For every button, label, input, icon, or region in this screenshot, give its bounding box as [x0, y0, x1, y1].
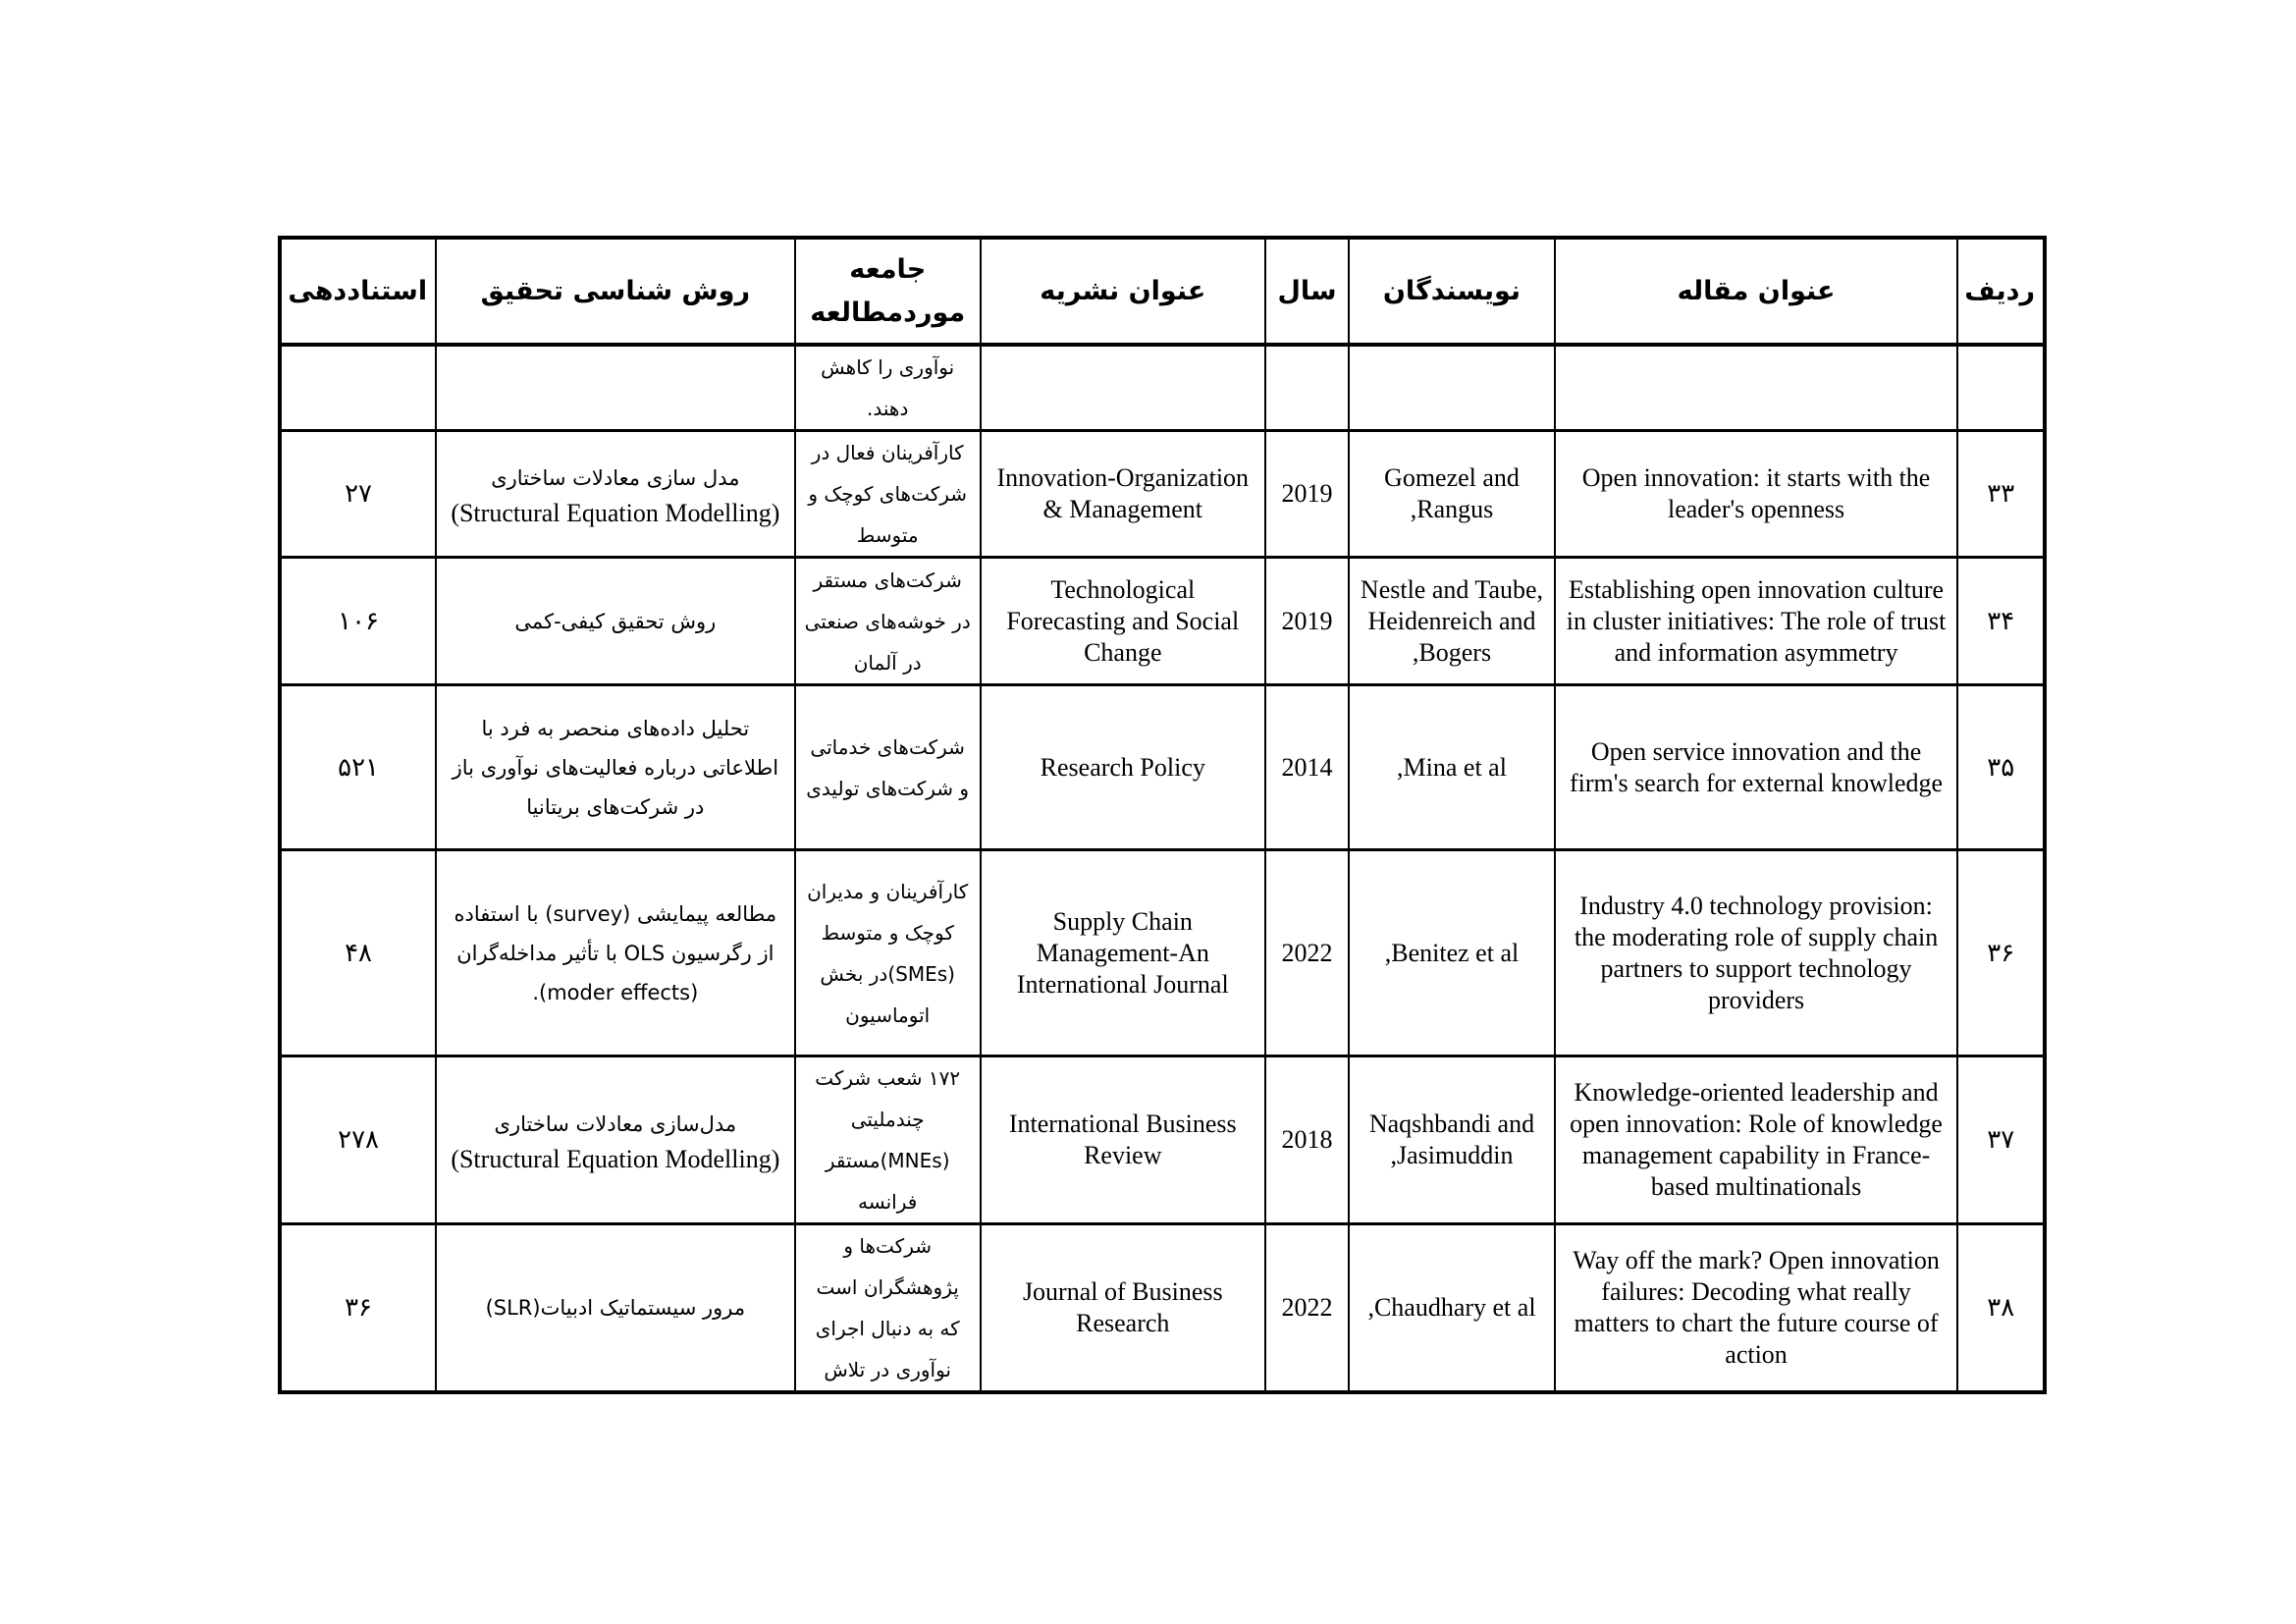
table-row — [280, 685, 2045, 850]
population-text: کارآفرینان و مدیران کوچک و متوسط (SMEs)در بخش اتوماسیون — [807, 879, 969, 1027]
cell-year — [1265, 345, 1350, 431]
cell-row-number: ۳۶ — [1957, 850, 2045, 1056]
population-text: ۱۷۲ شعب شرکت چندملیتی (MNEs)مستقر فرانسه — [815, 1066, 961, 1214]
cell-title: Way off the mark? Open innovation failures: Decoding what really matters to chart the future course of action — [1555, 1224, 1958, 1393]
cell-methodology — [436, 345, 794, 431]
cell-year: 2022 — [1265, 1224, 1350, 1393]
cell-row-number: ۳۳ — [1957, 431, 2045, 558]
header-journal: عنوان نشریه — [981, 238, 1265, 345]
population-text: شرکت‌ها و پژوهشگران است که به دنبال اجرای نوآوری در تلاش — [815, 1234, 960, 1381]
header-methodology: روش شناسی تحقیق — [436, 238, 794, 345]
population-text: شرکت‌های خدماتی و شرکت‌های تولیدی — [806, 734, 970, 800]
cell-citations: ۴۸ — [280, 850, 436, 1056]
methodology-text-fa: مطالعه پیمایشی (survey) با استفاده از رگرسیون OLS با تأثیر مداخله‌گران (moder effects). — [454, 901, 777, 1004]
table-row — [280, 850, 2045, 1056]
population-text: شرکت‌های مستقر در خوشه‌های صنعتی در آلمان — [804, 568, 971, 675]
cell-citations: ۳۶ — [280, 1224, 436, 1393]
cell-journal — [981, 345, 1265, 431]
literature-review-table — [278, 236, 2047, 1394]
population-text: کارآفرینان فعال در شرکت‌های کوچک و متوسط — [808, 441, 968, 547]
cell-methodology — [436, 685, 794, 850]
cell-title: Open innovation: it starts with the leader's openness — [1555, 431, 1958, 558]
cell-authors — [1349, 345, 1554, 431]
cell-row-number — [1957, 345, 2045, 431]
cell-year: 2019 — [1265, 431, 1350, 558]
header-study-population: جامعه موردمطالعه — [795, 238, 981, 345]
cell-journal: Journal of Business Research — [981, 1224, 1265, 1393]
cell-citations — [280, 345, 436, 431]
cell-title: Open service innovation and the firm's search for external knowledge — [1555, 685, 1958, 850]
cell-authors: Benitez et al, — [1349, 850, 1554, 1056]
cell-methodology — [436, 850, 794, 1056]
methodology-text-en: (Structural Equation Modelling) — [451, 499, 780, 527]
header-row-number: ردیف — [1957, 238, 2045, 345]
cell-population — [795, 431, 981, 558]
cell-authors: Naqshbandi and Jasimuddin, — [1349, 1056, 1554, 1224]
cell-title: Establishing open innovation culture in cluster initiatives: The role of trust and information asymmetry — [1555, 558, 1958, 685]
methodology-text-en: (Structural Equation Modelling) — [451, 1145, 780, 1173]
cell-year: 2018 — [1265, 1056, 1350, 1224]
methodology-text-fa: مرور سیستماتیک ادبیات(SLR) — [485, 1296, 746, 1320]
cell-authors: Nestle and Taube, Heidenreich and Bogers, — [1349, 558, 1554, 685]
table-row — [280, 1224, 2045, 1393]
cell-population — [795, 1224, 981, 1393]
cell-population — [795, 345, 981, 431]
header-year: سال — [1265, 238, 1350, 345]
cell-year: 2014 — [1265, 685, 1350, 850]
methodology-text-fa: مدل‌سازی معادلات ساختاری — [494, 1112, 737, 1136]
cell-journal: Technological Forecasting and Social Change — [981, 558, 1265, 685]
cell-population — [795, 850, 981, 1056]
methodology-text-fa: مدل سازی معادلات ساختاری — [491, 466, 740, 490]
cell-row-number: ۳۵ — [1957, 685, 2045, 850]
cell-methodology — [436, 1224, 794, 1393]
cell-methodology — [436, 1056, 794, 1224]
cell-population — [795, 1056, 981, 1224]
cell-authors: Chaudhary et al, — [1349, 1224, 1554, 1393]
cell-year: 2022 — [1265, 850, 1350, 1056]
table-row — [280, 558, 2045, 685]
cell-citations: ۱۰۶ — [280, 558, 436, 685]
cell-citations: ۲۷ — [280, 431, 436, 558]
cell-title: Industry 4.0 technology provision: the moderating role of supply chain partners to support technology providers — [1555, 850, 1958, 1056]
header-citations: استناددهی — [280, 238, 436, 345]
cell-population — [795, 558, 981, 685]
cell-journal: Research Policy — [981, 685, 1265, 850]
table-header — [280, 238, 2045, 345]
cell-year: 2019 — [1265, 558, 1350, 685]
cell-citations: ۵۲۱ — [280, 685, 436, 850]
population-text: نوآوری را کاهش دهند. — [821, 355, 955, 420]
methodology-text-fa: تحلیل داده‌های منحصر به فرد با اطلاعاتی درباره فعالیت‌های نوآوری باز در شرکت‌های بریتانیا — [452, 716, 779, 819]
cell-methodology — [436, 558, 794, 685]
cell-row-number: ۳۸ — [1957, 1224, 2045, 1393]
header-row — [280, 238, 2045, 345]
cell-authors: Gomezel and Rangus, — [1349, 431, 1554, 558]
continuation-row — [280, 345, 2045, 431]
header-authors: نویسندگان — [1349, 238, 1554, 345]
cell-title — [1555, 345, 1958, 431]
cell-journal: Innovation-Organization & Management — [981, 431, 1265, 558]
header-article-title: عنوان مقاله — [1555, 238, 1958, 345]
cell-journal: International Business Review — [981, 1056, 1265, 1224]
cell-journal: Supply Chain Management-An International Journal — [981, 850, 1265, 1056]
table-row — [280, 431, 2045, 558]
cell-authors: Mina et al, — [1349, 685, 1554, 850]
cell-row-number: ۳۴ — [1957, 558, 2045, 685]
cell-methodology — [436, 431, 794, 558]
table-row — [280, 1056, 2045, 1224]
cell-row-number: ۳۷ — [1957, 1056, 2045, 1224]
cell-title: Knowledge-oriented leadership and open innovation: Role of knowledge management capability in France-based multinationals — [1555, 1056, 1958, 1224]
table-body — [280, 345, 2045, 1392]
methodology-text-fa: روش تحقیق کیفی-کمی — [514, 609, 717, 633]
cell-citations: ۲۷۸ — [280, 1056, 436, 1224]
cell-population — [795, 685, 981, 850]
